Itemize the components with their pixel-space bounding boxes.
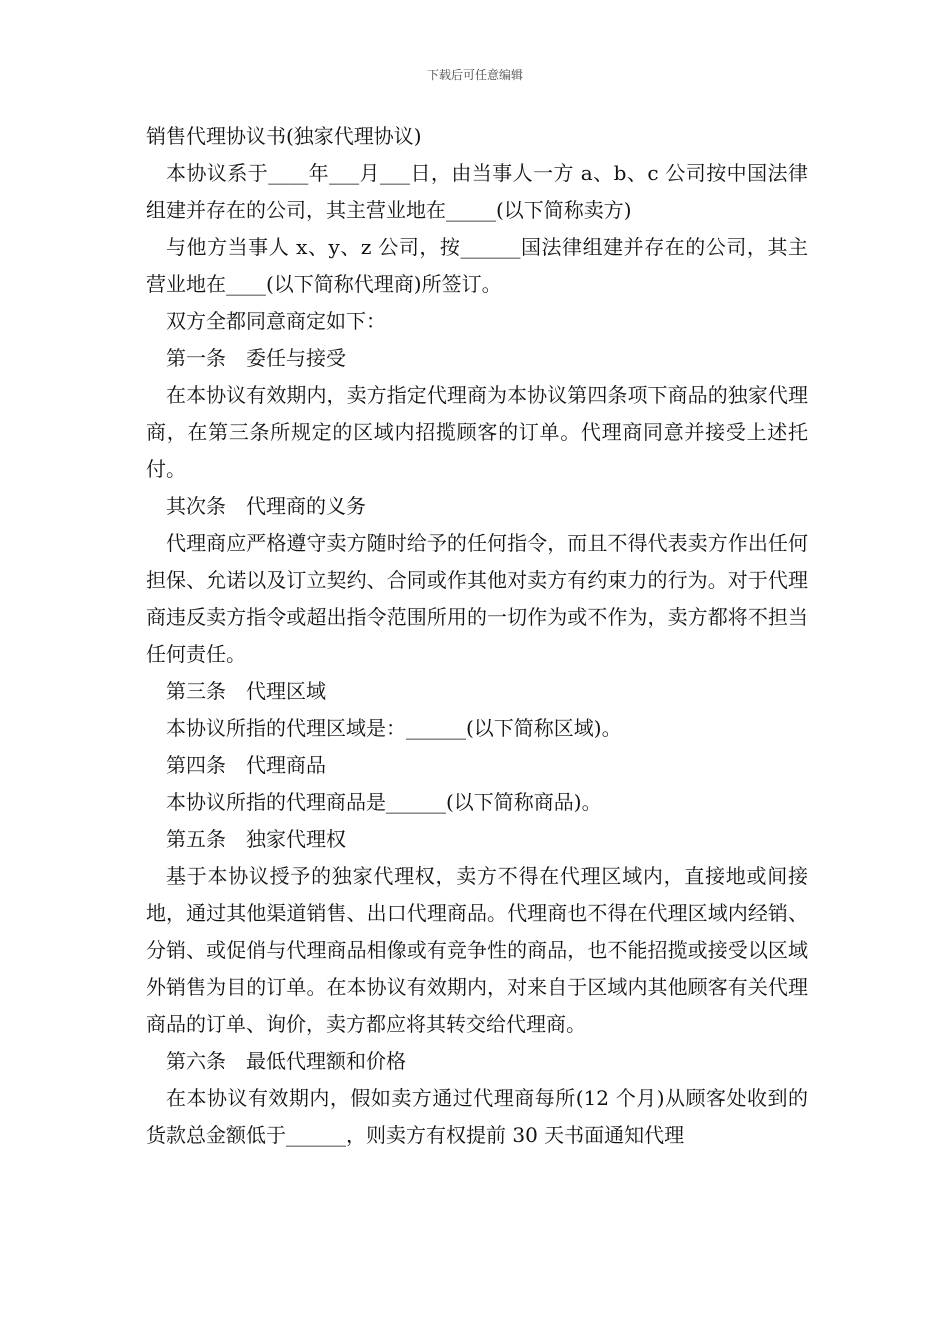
article-6-heading: 第六条 最低代理额和价格 [166, 1049, 406, 1073]
article-4-heading: 第四条 代理商品 [166, 753, 326, 777]
intro-paragraph-3: 双方全都同意商定如下： [166, 309, 386, 333]
article-6-body: 在本协议有效期内，假如卖方通过代理商每所(12 个月)从顾客处收到的货款总金额低于______，则卖方有权提前 30 天书面通知代理 [146, 1086, 808, 1147]
article-1-body: 在本协议有效期内，卖方指定代理商为本协议第四条项下商品的独家代理商，在第三条所规定的区域内招揽顾客的订单。代理商同意并接受上述托付。 [146, 383, 808, 481]
intro-paragraph-2: 与他方当事人 x、y、z 公司，按______国法律组建并存在的公司，其主营业地在____(以下简称代理商)所签订。 [146, 235, 808, 296]
intro-paragraph-1: 本协议系于____年___月___日，由当事人一方 a、b、c 公司按中国法律组建并存在的公司，其主营业地在_____(以下简称卖方) [146, 161, 808, 222]
document-body [146, 118, 808, 1154]
article-1-heading: 第一条 委任与接受 [166, 346, 346, 370]
document-title: 销售代理协议书(独家代理协议) [146, 124, 422, 148]
article-5-heading: 第五条 独家代理权 [166, 827, 346, 851]
article-2-heading: 其次条 代理商的义务 [166, 494, 366, 518]
article-5-body: 基于本协议授予的独家代理权，卖方不得在代理区域内，直接地或间接地，通过其他渠道销售、出口代理商品。代理商也不得在代理区域内经销、分销、或促俏与代理商品相像或有竞争性的商品，也不能招揽或接受以区域外销售为目的订单。在本协议有效期内，对来自于区域内其他顾客有关代理商品的订单、询价，卖方都应将其转交给代理商。 [146, 864, 808, 1036]
article-3-heading: 第三条 代理区域 [166, 679, 326, 703]
page-header-note: 下载后可任意编辑 [426, 68, 523, 82]
article-4-body: 本协议所指的代理商品是______(以下简称商品)。 [166, 790, 602, 814]
article-2-body: 代理商应严格遵守卖方随时给予的任何指令，而且不得代表卖方作出任何担保、允诺以及订立契约、合同或作其他对卖方有约束力的行为。对于代理商违反卖方指令或超出指令范围所用的一切作为或不作为，卖方都将不担当任何责任。 [146, 531, 808, 666]
article-3-body: 本协议所指的代理区域是：______(以下简称区域)。 [166, 716, 622, 740]
